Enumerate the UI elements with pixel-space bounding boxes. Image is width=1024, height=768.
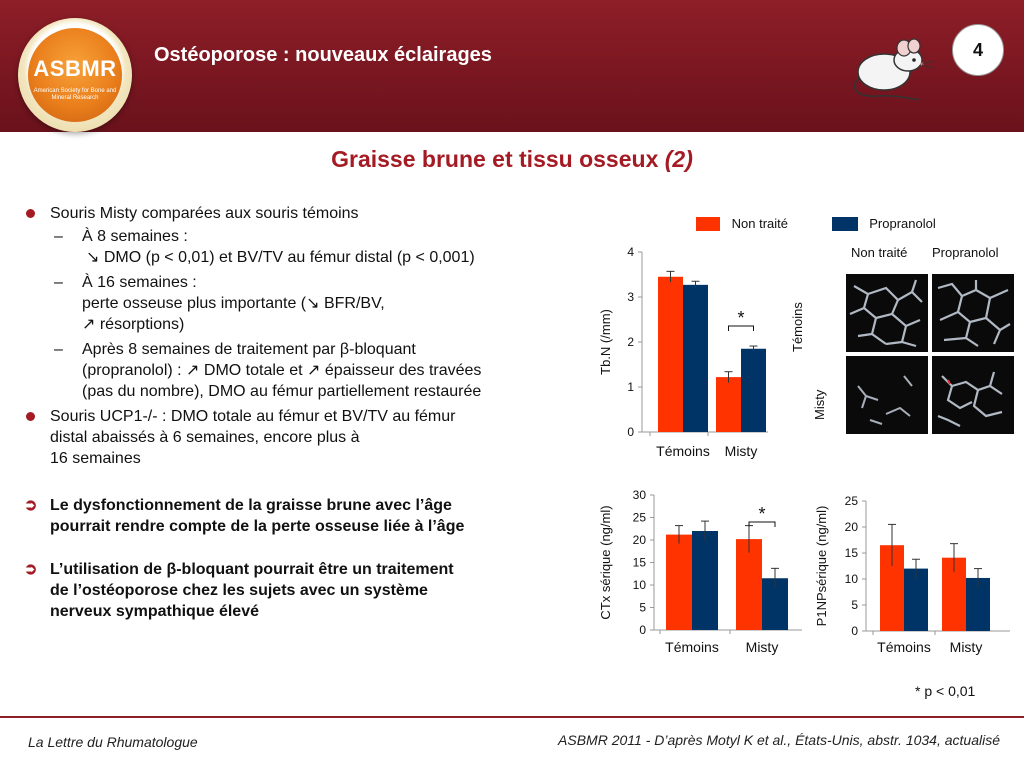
bar [658, 277, 683, 432]
category-label: Témoins [656, 443, 710, 459]
sub-bullet-line: ↗ résorptions) [82, 316, 185, 333]
sub-bullet-item [24, 226, 584, 268]
bullet-item [24, 406, 584, 469]
micro-col-label: Non traité [851, 245, 908, 260]
bar [736, 539, 762, 630]
footer-divider [0, 716, 1024, 718]
significance-star: * [758, 504, 766, 524]
bar [741, 349, 766, 432]
y-tick-label: 30 [632, 488, 646, 502]
bullet-list [24, 203, 584, 622]
y-tick-label: 20 [844, 520, 858, 534]
slide-title [0, 146, 1024, 173]
asbmr-logo [18, 18, 132, 132]
conclusion-item [24, 559, 584, 622]
y-tick-label: 3 [627, 290, 634, 304]
bar [683, 285, 708, 432]
logo-name: ASBMR [33, 56, 117, 81]
sub-bullet-line: Après 8 semaines de traitement par β-bloquant [82, 341, 416, 358]
p1np-chart [812, 488, 1016, 664]
category-label: Témoins [877, 639, 931, 655]
y-tick-label: 10 [632, 578, 646, 592]
tbn-chart [596, 236, 782, 464]
sub-bullet-line: (propranolol) : ↗ DMO totale et ↗ épaisseur des travées [82, 362, 482, 379]
header-banner [0, 0, 1024, 132]
bullet-dot-icon [26, 209, 35, 218]
sub-bullet-item [24, 272, 584, 335]
legend-label-nontraite: Non traité [731, 216, 788, 232]
footer-source: ASBMR 2011 - D’après Motyl K et al., États-Unis, abstr. 1034, actualisé [558, 732, 1000, 748]
header-title: Ostéoporose : nouveaux éclairages [154, 44, 492, 66]
dash-icon: – [54, 341, 63, 358]
bullet-dot-icon [26, 412, 35, 421]
y-tick-label: 25 [844, 494, 858, 508]
dash-icon: – [54, 274, 63, 291]
conclusion-line: nerveux sympathique élevé [50, 603, 259, 620]
category-label: Misty [724, 443, 758, 459]
sub-bullet-line: À 16 semaines : [82, 274, 197, 291]
bullet-line: distal abaissés à 6 semaines, encore plus à [50, 429, 360, 446]
y-axis-label: Tb.N (/mm) [598, 309, 613, 375]
logo-subtitle: American Society for Bone and Mineral Research [33, 88, 117, 101]
sub-bullet-line: ↘ DMO (p < 0,01) et BV/TV au fémur distal (p < 0,001) [86, 249, 475, 266]
sub-bullet-line: À 8 semaines : [82, 228, 188, 245]
conclusion-item [24, 495, 584, 537]
y-tick-label: 20 [632, 533, 646, 547]
title-text: Graisse brune et tissu osseux [331, 146, 665, 172]
bar [692, 531, 718, 630]
footer-journal: La Lettre du Rhumatologue [28, 734, 198, 750]
y-tick-label: 5 [639, 600, 646, 615]
category-label: Misty [949, 639, 983, 655]
y-tick-label: 0 [851, 624, 858, 638]
sub-bullet-line: perte osseuse plus importante (↘ BFR/BV, [82, 295, 385, 312]
y-tick-label: 15 [632, 555, 646, 570]
ctx-chart [596, 488, 810, 664]
bullet-text: Souris Misty comparées aux souris témoins [50, 205, 359, 222]
arrow-icon: ➲ [24, 561, 38, 578]
sub-bullet-item [24, 339, 584, 402]
micro-image-temoins-nontraite [846, 274, 928, 352]
legend-label-propranolol: Propranolol [869, 216, 936, 232]
legend-swatch-nontraite [696, 217, 720, 231]
y-tick-label: 25 [632, 510, 646, 525]
significance-note: * p < 0,01 [915, 683, 976, 699]
category-label: Témoins [665, 639, 719, 655]
y-tick-label: 10 [844, 572, 858, 586]
micro-col-label: Propranolol [932, 245, 999, 260]
y-tick-label: 15 [844, 546, 858, 560]
micro-row-label: Misty [812, 389, 827, 420]
y-axis-label: CTx sérique (ng/ml) [598, 505, 613, 620]
y-axis-label: P1NPsérique (ng/ml) [814, 505, 829, 627]
conclusion-line: L’utilisation de β-bloquant pourrait être un traitement [50, 561, 454, 578]
bar [666, 535, 692, 630]
dash-icon: – [54, 228, 63, 245]
y-tick-label: 0 [639, 623, 646, 637]
legend-swatch-propranolol [832, 217, 858, 231]
mouse-icon [848, 32, 938, 102]
bullet-line: 16 semaines [50, 450, 141, 467]
chart-legend [696, 215, 936, 231]
conclusion-line: de l’ostéoporose chez les sujets avec un système [50, 582, 428, 599]
bullet-line: Souris UCP1-/- : DMO totale au fémur et BV/TV au fémur [50, 408, 456, 425]
y-tick-label: 5 [851, 598, 858, 612]
category-label: Misty [745, 639, 779, 655]
y-tick-label: 2 [627, 335, 634, 349]
sub-bullet-line: (pas du nombre), DMO au fémur partiellement restaurée [82, 383, 482, 400]
bar [716, 377, 741, 432]
slide-number: 4 [952, 24, 1004, 76]
micro-image-misty-nontraite [846, 356, 928, 434]
arrow-icon: ➲ [24, 497, 38, 514]
bullet-item [24, 203, 584, 224]
significance-star: * [737, 308, 745, 328]
conclusion-line: Le dysfonctionnement de la graisse brune avec l’âge [50, 497, 452, 514]
micro-image-misty-propranolol [932, 356, 1014, 434]
micro-row-label: Témoins [790, 302, 805, 352]
y-tick-label: 4 [627, 245, 634, 259]
conclusion-line: pourrait rendre compte de la perte osseuse liée à l’âge [50, 518, 465, 535]
title-suffix: (2) [664, 146, 693, 172]
y-tick-label: 0 [627, 425, 634, 439]
y-tick-label: 1 [627, 380, 634, 394]
micro-image-temoins-propranolol [932, 274, 1014, 352]
